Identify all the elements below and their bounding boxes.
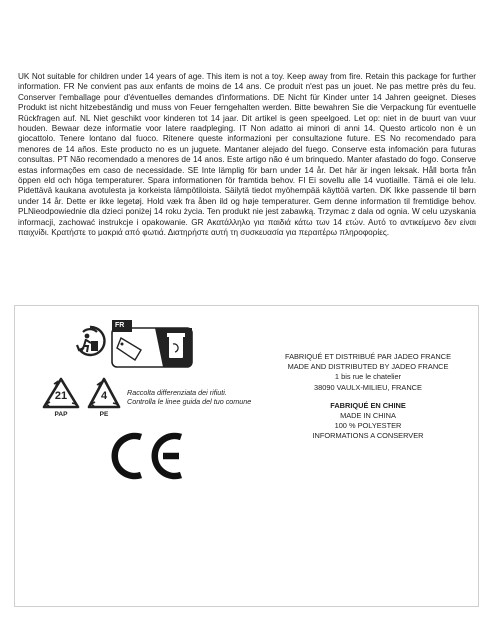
manufacturer-line-1: FABRIQUÉ ET DISTRIBUÉ PAR JADEO FRANCE bbox=[284, 352, 452, 361]
paper-recycling-symbol bbox=[41, 376, 81, 420]
manufacturer-line-2: MADE AND DISTRIBUTED BY JADEO FRANCE bbox=[287, 362, 449, 372]
ce-mark-icon bbox=[107, 432, 185, 480]
origin-line-2: MADE IN CHINA bbox=[340, 411, 396, 421]
safety-warnings-text: UK Not suitable for children under 14 years of age. This item is not a toy. Keep away from fire. Retain this package for further information. FR Ne convient pas aux enfants de moins de 14 ans. Ce produit n'est pas un jouet. Ne pas mettre près du feu. Conserver l'emballage pour d'éventuelles demandes d'informations. DE Nicht für Kinder unter 14 Jahren geeignet. Dieses Produkt ist nicht hitzebeständig und muss von Feuer ferngehalten werden. Bitte bewahren Sie die Verpackung für eventuelle Rückfragen auf. NL Niet geschikt voor kinderen tot 14 jaar. Dit artikel is geen speelgoed. Let op: niet in de buurt van vuur houden. Bewaar deze informatie voor latere raadpleging. IT Non adatto ai minori di anni 14. Questo articolo non è un giocattolo. Tenere lontano dal fuoco. Ritenere queste informazioni per consultazione future. ES No recomendado para menores de 14 años. Este producto no es un juguete. Mantaner alejado del fuego. Conserve esta infomación para futuras consultas. PT Não recomendado a menores de 14 anos. Este artigo não é um brinquedo. Manter afastado do fogo. Conserve estas informações em caso de necessidade. SE Inte lämplig för barn under 14 år. Det här är ingen leksak. Håll borta från öppen eld och höga temperaturer. Spara informationen för framtida behov. FI Ei sovellu alle 14 vuotiaille. Tämä ei ole lelu. Pidettävä kaukana avotulesta ja korkeista lämpötiloista. Säilytä tiedot myöhempää käyttöä varten. DK Ikke passende til børn under 14 år. Dette er ikke legetøj. Hold væk fra åben ild og høje temperaturer. Gem denne information til fremtidige behov. PLNieodpowiednie dla dzieci poniżej 14 roku życia. Ten produkt nie jest zabawką. Trzymac z dala od ognia. W celu uzyskania informacji, zachować instrukcje i opakowanie. GR Ακατάλληλο για παιδιά κάτω των 14 ετών. Αυτό το αντικείμενο δεν είναι παιχνίδι. Κρατήστε το μακριά από φωτιά. Διατηρήστε αυτή τη συσκευασία για περαιτέρω πληροφορίες. bbox=[18, 72, 476, 238]
recycling-note bbox=[127, 388, 287, 406]
manufacturer-address: 1 bis rue le chatelier bbox=[334, 372, 402, 382]
paper-code-label: PAP bbox=[54, 411, 68, 418]
material-composition: 100 % POLYESTER bbox=[334, 421, 402, 431]
keep-info-notice: INFORMATIONS A CONSERVER bbox=[312, 431, 424, 441]
recycling-note-line2: Controlla le linee guida del tuo comune bbox=[127, 397, 252, 406]
origin-line-1: FABRIQUÉ EN CHINE bbox=[330, 400, 406, 410]
triman-icon bbox=[73, 324, 107, 358]
plastic-code-number: 4 bbox=[100, 390, 108, 402]
plastic-code-label: PE bbox=[99, 411, 109, 418]
recycling-note-line1: Raccolta differenziata dei rifiuti. bbox=[127, 388, 227, 397]
manufacturer-info bbox=[267, 352, 469, 442]
paper-code-number: 21 bbox=[54, 390, 68, 402]
fr-badge-label: FR bbox=[115, 322, 125, 329]
fr-sorting-info-badge bbox=[111, 320, 193, 368]
manufacturer-city: 38090 VAULX-MILIEU, FRANCE bbox=[314, 382, 422, 392]
packaging-label-panel bbox=[14, 305, 479, 607]
plastic-recycling-symbol bbox=[87, 376, 121, 420]
